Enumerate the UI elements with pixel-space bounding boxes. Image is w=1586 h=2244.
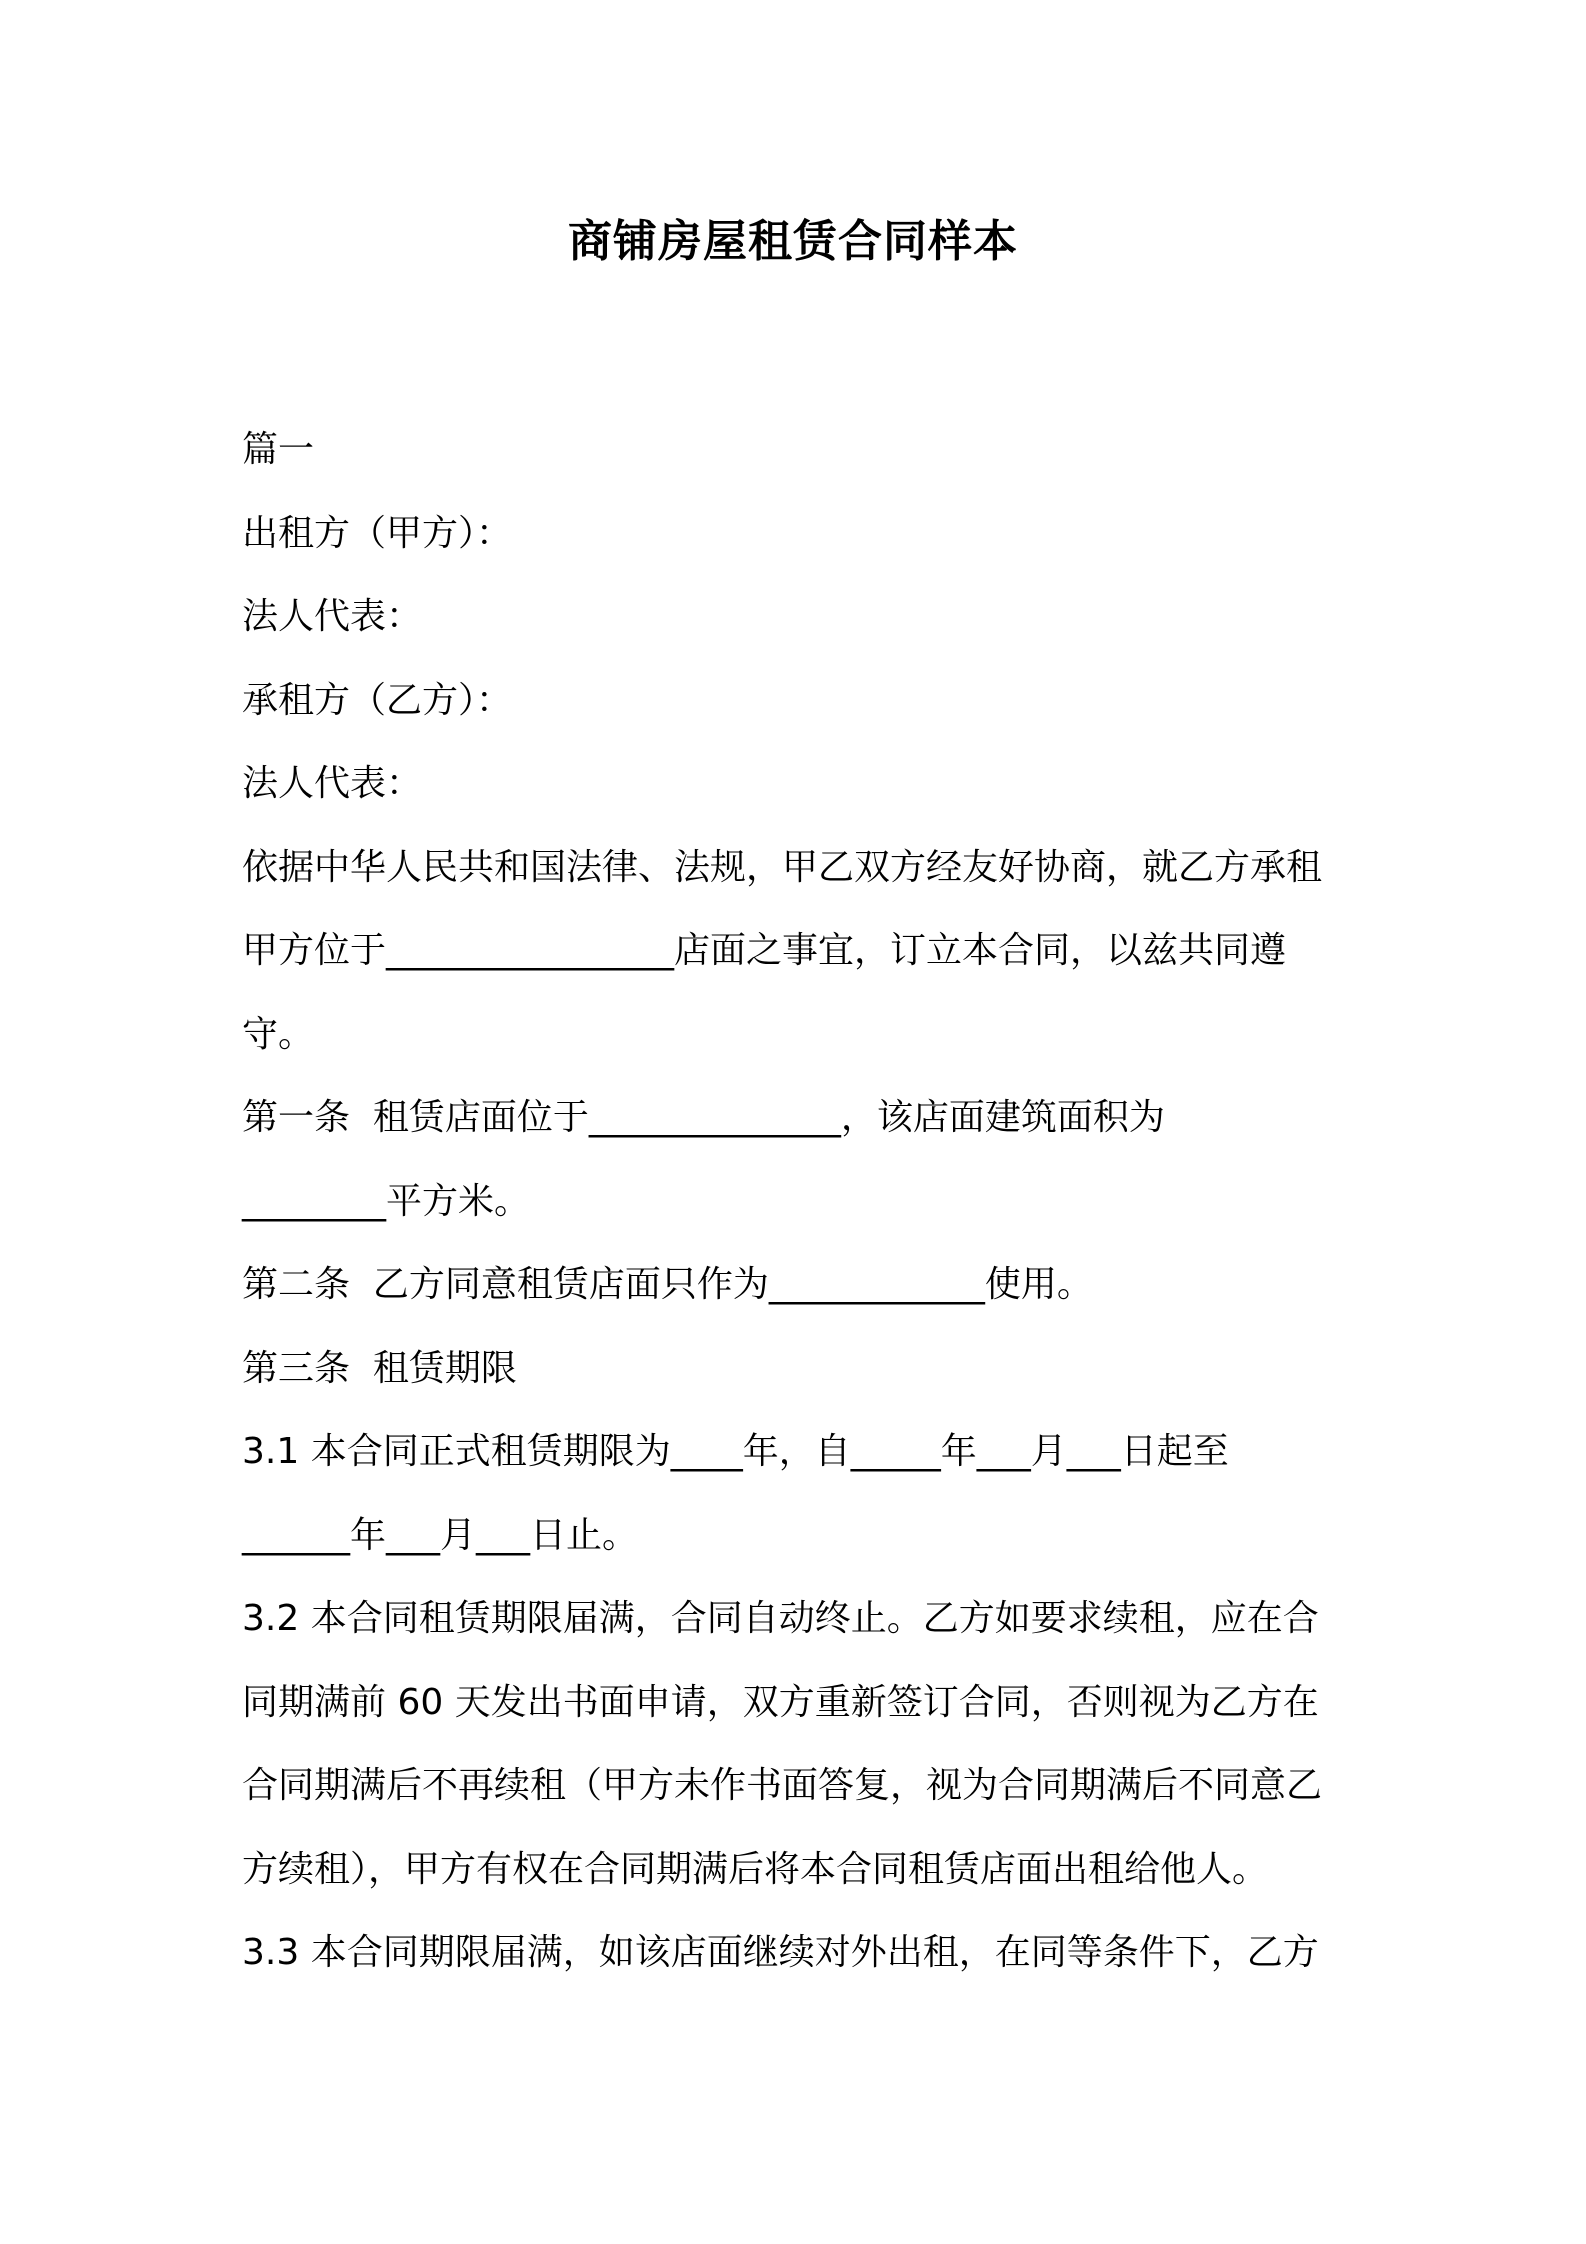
lessor-line: 出租方（甲方）： [242,512,513,554]
clause-3-2-line: 方续租），甲方有权在合同期满后将本合同租赁店面出租给他人。 [242,1848,1269,1890]
document-title: 商铺房屋租赁合同样本 [568,216,1018,267]
document-body [242,408,1362,1995]
clause-3-3-line: 3.3 本合同期限届满，如该店面继续对外出租，在同等条件下，乙方 [242,1932,1319,1973]
article-1-line: ________平方米。 [242,1180,531,1222]
clause-3-1-line: 3.1 本合同正式租赁期限为____年，自_____年___月___日起至 [242,1431,1229,1472]
preamble-line: 依据中华人民共和国法律、法规，甲乙双方经友好协商，就乙方承租 [242,846,1323,888]
preamble-line: 守。 [242,1013,315,1055]
clause-3-2-line: 合同期满后不再续租（甲方未作书面答复，视为合同期满后不同意乙 [242,1765,1323,1806]
article-1-line: 第一条 租赁店面位于______________，该店面建筑面积为 [242,1097,1165,1138]
preamble-line: 甲方位于________________店面之事宜，订立本合同，以兹共同遵 [242,930,1287,971]
article-3-heading: 第三条 租赁期限 [242,1347,517,1389]
lessor-representative-line: 法人代表： [242,596,423,637]
clause-3-2-line: 同期满前 60 天发出书面申请，双方重新签订合同，否则视为乙方在 [242,1681,1319,1723]
clause-3-2-line: 3.2 本合同租赁期限届满，合同自动终止。乙方如要求续租，应在合 [242,1598,1319,1639]
article-2-line: 第二条 乙方同意租赁店面只作为____________使用。 [242,1264,1093,1305]
section-heading: 篇一 [242,429,315,470]
lessee-representative-line: 法人代表： [242,763,423,804]
lessee-line: 承租方（乙方）： [242,679,513,721]
clause-3-1-line: ______年___月___日止。 [242,1514,639,1556]
